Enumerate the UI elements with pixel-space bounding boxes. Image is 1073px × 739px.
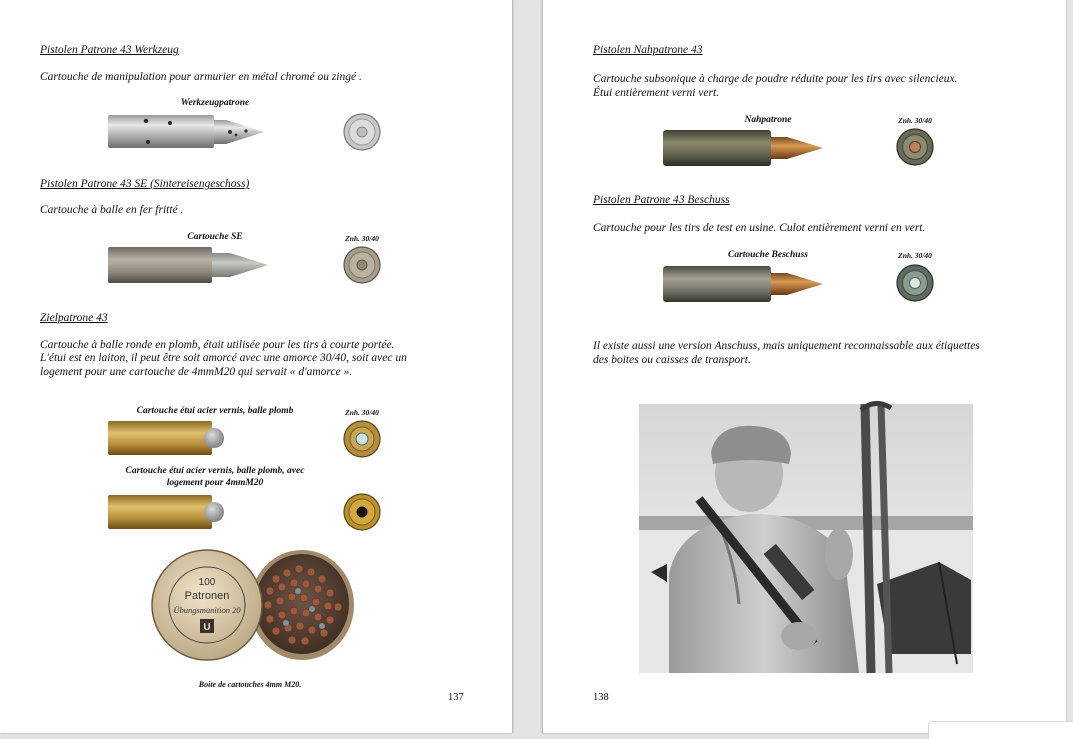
cartridge-label-beschuss: Cartouche Beschuss — [728, 250, 808, 260]
se-cartridge-image — [108, 245, 273, 285]
ziel-base-2-image — [343, 493, 381, 531]
anschuss-note-line1: Il existe aussi une version Anschuss, mais uniquement reconnaissable aux étiquettes — [593, 340, 980, 352]
ziel-base-1-image — [343, 420, 381, 458]
anschuss-note-line2: des boites ou caisses de transport. — [593, 354, 751, 366]
znh-label-ziel: Znh. 30/40 — [345, 408, 379, 417]
m20-box-caption: Boite de cartouches 4mm M20. — [198, 680, 302, 689]
nah-base-image-render — [896, 128, 936, 168]
cartridge-label-ziel-2-line1: Cartouche étui acier vernis, balle plomb, avec — [125, 466, 305, 476]
section-heading-werkzeug: Pistolen Patrone 43 Werkzeug — [40, 44, 179, 56]
section-text-se: Cartouche à balle en fer fritté . — [40, 204, 184, 216]
page-number-right: 138 — [593, 692, 609, 703]
beschuss-base-image — [896, 264, 936, 304]
section-text-ziel-line3: logement pour une cartouche de 4mmM20 qui servait « d'amorce ». — [40, 366, 353, 378]
beschuss-cartridge-image — [663, 264, 828, 304]
section-heading-beschuss: Pistolen Patrone 43 Beschuss — [593, 194, 730, 206]
svg-text:100: 100 — [198, 577, 216, 588]
section-text-ziel-line1: Cartouche à balle ronde en plomb, était utilisée pour les tirs à courte portée. — [40, 339, 395, 351]
svg-text:Patronen: Patronen — [184, 590, 230, 602]
svg-text:Übungsmunition 20: Übungsmunition 20 — [173, 605, 241, 615]
viewer-corner-panel — [928, 721, 1073, 739]
znh-label-se: Znh. 30/40 — [345, 234, 379, 243]
cartridge-label-ziel-2-line2: logement pour 4mmM20 — [166, 478, 264, 488]
znh-label-nah: Znh. 30/40 — [898, 116, 932, 125]
ziel-cartridge-1-image — [108, 419, 228, 457]
nah-cartridge-image — [663, 128, 828, 168]
section-text-werkzeug: Cartouche de manipulation pour armurier en métal chromé ou zingé . — [40, 71, 362, 83]
left-page — [0, 0, 513, 733]
soldier-photo — [639, 404, 973, 673]
page-number-left: 137 — [448, 692, 464, 703]
ziel-cartridge-2-image — [108, 493, 228, 531]
section-heading-ziel: Zielpatrone 43 — [40, 312, 108, 324]
werkzeug-cartridge-image — [108, 112, 268, 152]
cartridge-label-werkzeug: Werkzeugpatrone — [180, 98, 250, 108]
se-base-image — [343, 246, 381, 284]
section-text-beschuss: Cartouche pour les tirs de test en usine. Culot entièrement verni en vert. — [593, 222, 926, 234]
znh-label-beschuss: Znh. 30/40 — [898, 251, 932, 260]
section-heading-se: Pistolen Patrone 43 SE (Sintereisengeschoss) — [40, 178, 250, 190]
section-text-ziel-line2: L'étui est en laiton, il peut être soit amorcé avec une amorce 30/40, soit avec un — [40, 352, 407, 364]
cartridge-label-ziel-1: Cartouche étui acier vernis, balle plomb — [136, 406, 294, 416]
cartridge-label-nah: Nahpatrone — [744, 115, 792, 125]
section-text-nah-line2: Étui entièrement verni vert. — [593, 87, 720, 99]
section-text-nah-line1: Cartouche subsonique à charge de poudre réduite pour les tirs avec silencieux. — [593, 73, 958, 85]
werkzeug-base-image — [343, 113, 381, 151]
cartridge-label-se: Cartouche SE — [187, 232, 243, 242]
m20-box-image — [152, 547, 354, 663]
section-heading-nah: Pistolen Nahpatrone 43 — [593, 44, 703, 56]
svg-text:U: U — [203, 622, 211, 633]
right-page — [542, 0, 1066, 733]
